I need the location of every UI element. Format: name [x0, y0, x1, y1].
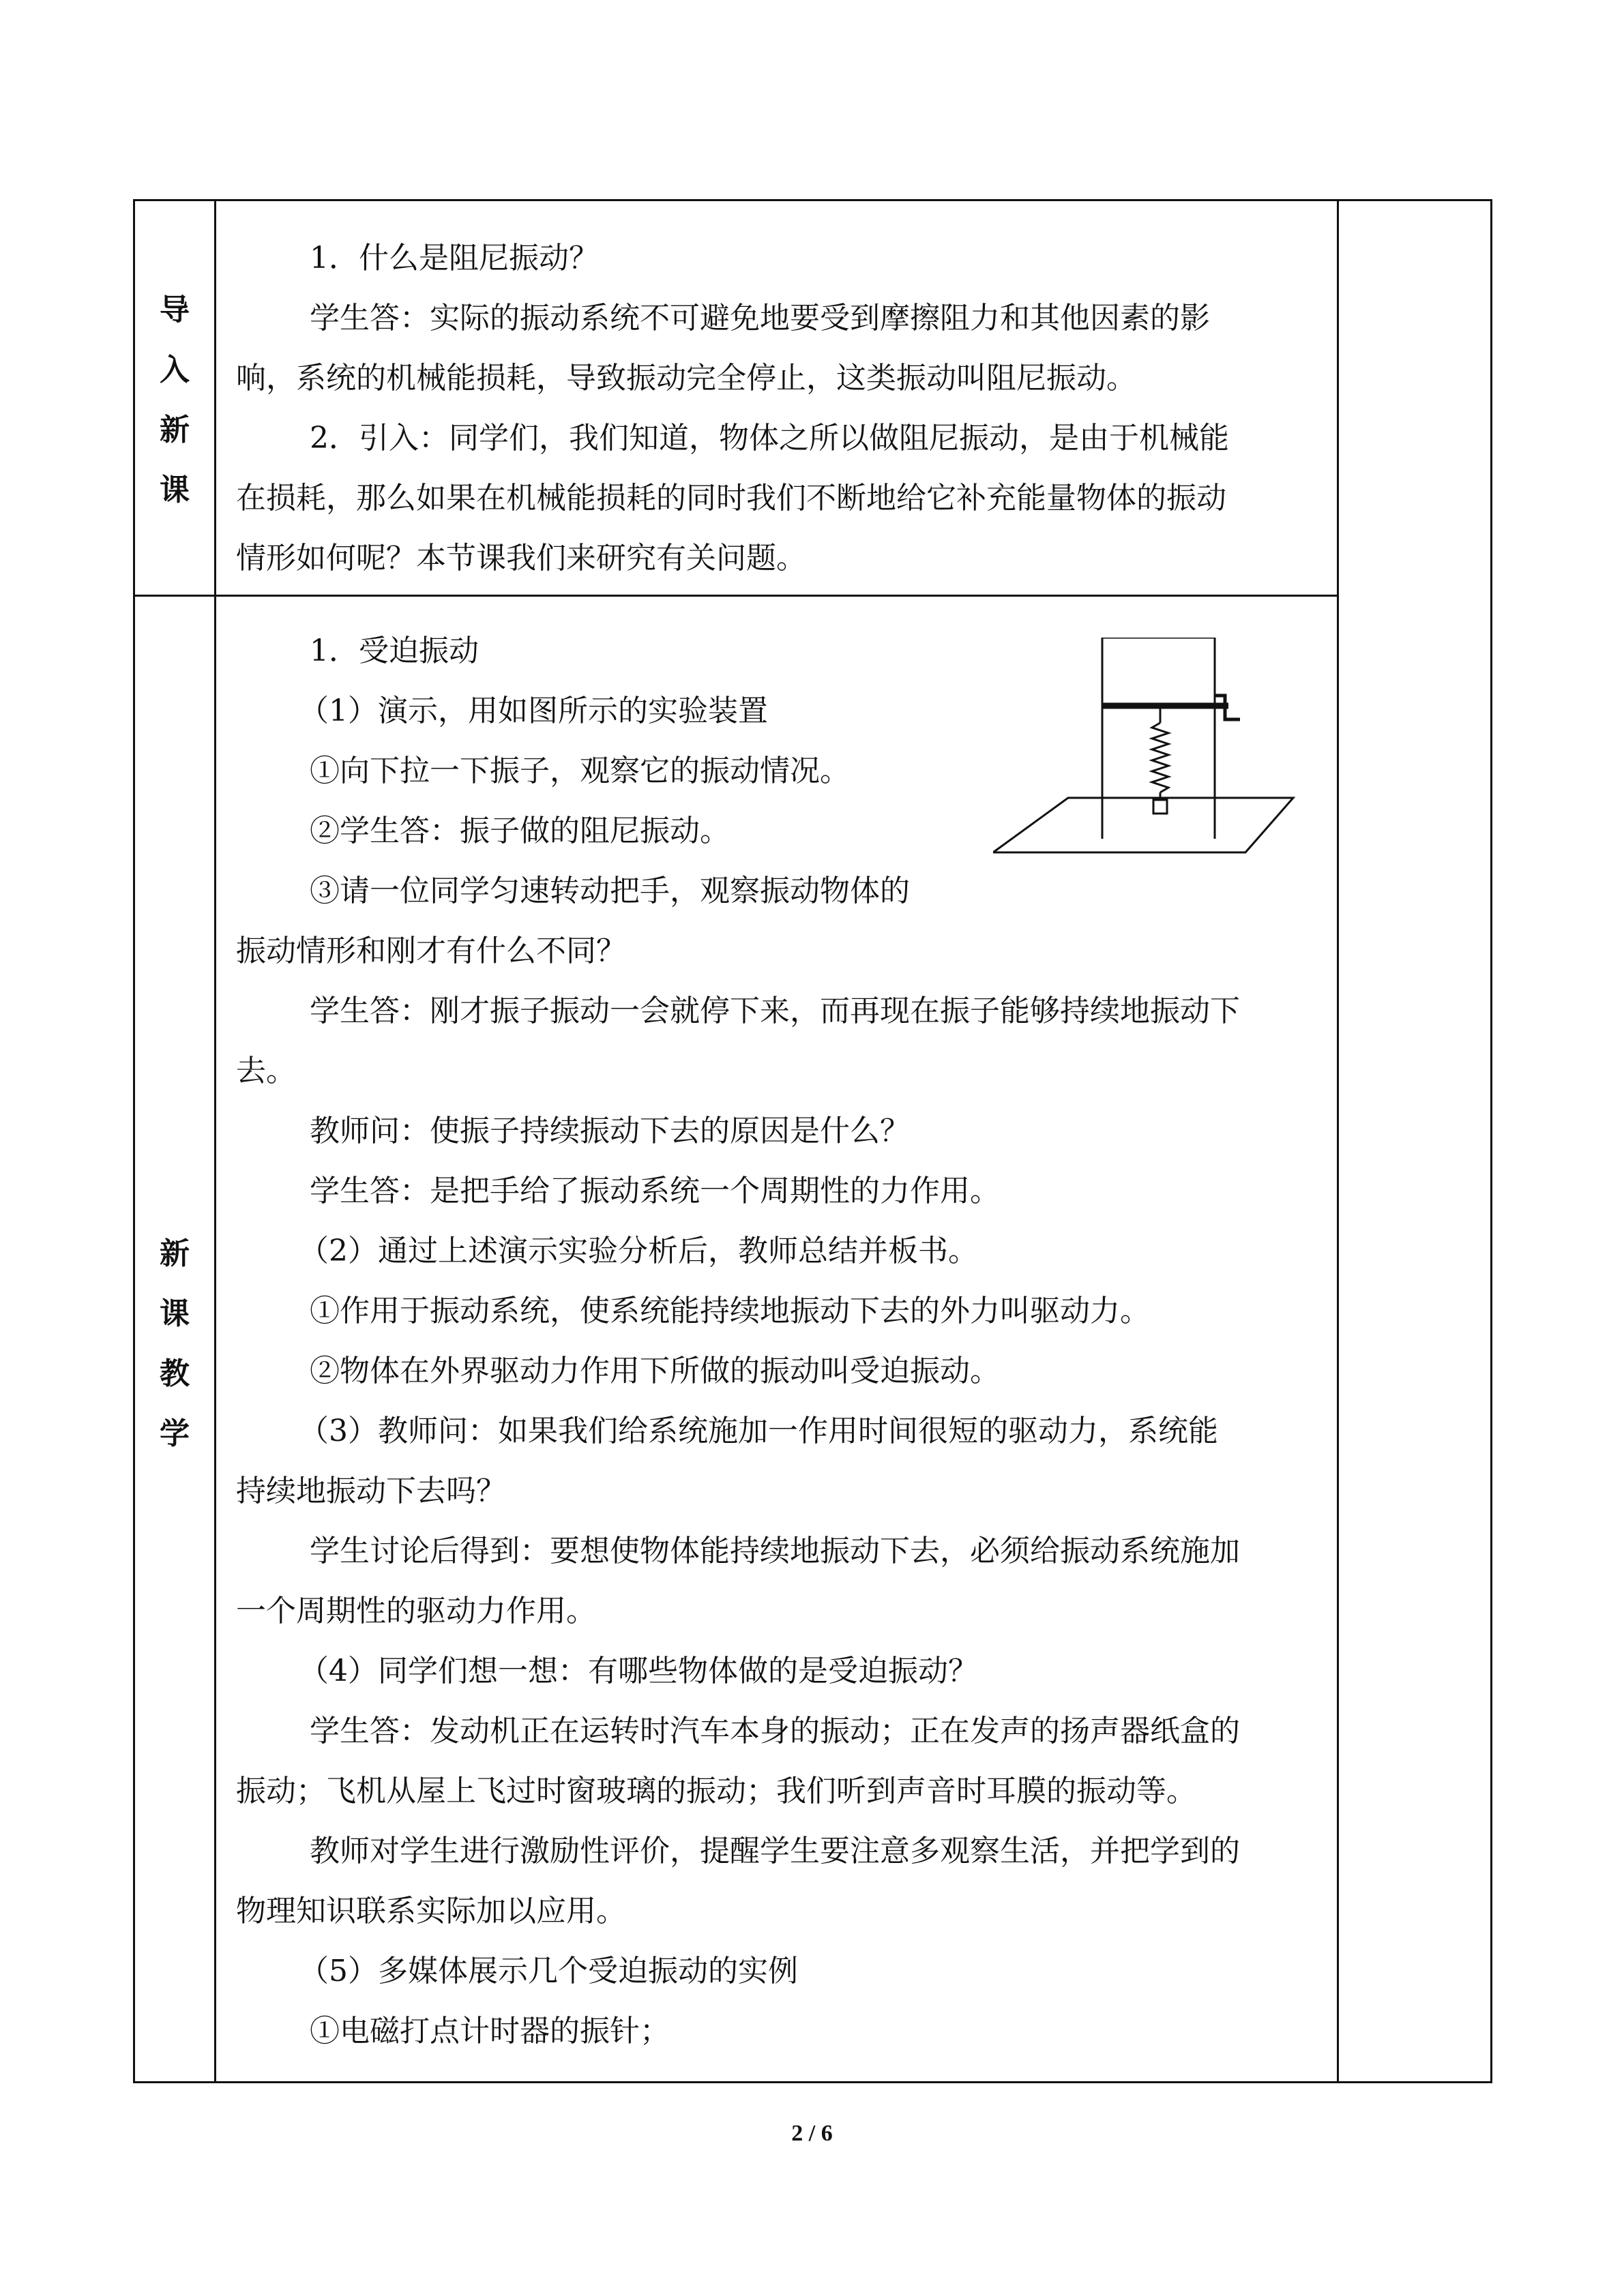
- paragraph: （2）通过上述演示实验分析后，教师总结并板书。: [299, 1234, 978, 1268]
- paragraph: ①向下拉一下振子，观察它的振动情况。: [310, 754, 850, 788]
- lesson-table: [133, 199, 1492, 2083]
- section-label-new-lesson: 新 课 教 学: [160, 1236, 190, 1451]
- paragraph: 情形如何呢？本节课我们来研究有关问题。: [236, 541, 806, 576]
- paragraph: ①电磁打点计时器的振针；: [310, 2014, 670, 2048]
- paragraph: 教师对学生进行激励性评价，提醒学生要注意多观察生活，并把学到的: [310, 1834, 1240, 1868]
- row-divider: [135, 595, 1339, 597]
- paragraph: 1．受迫振动: [310, 633, 479, 668]
- paragraph: 学生答：实际的振动系统不可避免地要受到摩擦阻力和其他因素的影: [310, 301, 1210, 336]
- paragraph: 持续地振动下去吗？: [236, 1474, 506, 1508]
- column-divider-label: [214, 201, 216, 2081]
- paragraph: ①作用于振动系统，使系统能持续地振动下去的外力叫驱动力。: [310, 1294, 1150, 1328]
- paragraph: （5）多媒体展示几个受迫振动的实例: [299, 1954, 798, 1988]
- paragraph: ②物体在外界驱动力作用下所做的振动叫受迫振动。: [310, 1354, 1000, 1388]
- section-content-intro: [236, 228, 1229, 588]
- base-platform: [993, 798, 1293, 852]
- paragraph: 教师问：使振子持续振动下去的原因是什么？: [310, 1114, 910, 1148]
- paragraph: （4）同学们想一想：有哪些物体做的是受迫振动？: [299, 1654, 978, 1688]
- paragraph: 学生答：刚才振子振动一会就停下来，而再现在振子能够持续地振动下: [310, 994, 1240, 1028]
- paragraph: 一个周期性的驱动力作用。: [236, 1594, 596, 1628]
- paragraph: 在损耗，那么如果在机械能损耗的同时我们不断地给它补充能量物体的振动: [236, 481, 1226, 516]
- paragraph: 学生讨论后得到：要想使物体能持续地振动下去，必须给振动系统施加: [310, 1534, 1240, 1568]
- paragraph: 振动；飞机从屋上飞过时窗玻璃的振动；我们听到声音时耳膜的振动等。: [236, 1774, 1196, 1808]
- spring: [1152, 723, 1168, 792]
- paragraph: 去。: [236, 1054, 296, 1088]
- forced-vibration-apparatus-figure: [993, 638, 1307, 869]
- paragraph: （3）教师问：如果我们给系统施加一作用时间很短的驱动力，系统能: [299, 1414, 1218, 1448]
- paragraph: （1）演示，用如图所示的实验装置: [299, 694, 768, 728]
- paragraph: 响，系统的机械能损耗，导致振动完全停止，这类振动叫阻尼振动。: [236, 361, 1136, 396]
- paragraph: 学生答：是把手给了振动系统一个周期性的力作用。: [310, 1174, 1000, 1208]
- column-divider-notes: [1337, 201, 1339, 2081]
- paragraph: ②学生答：振子做的阻尼振动。: [310, 814, 730, 848]
- paragraph: 1．什么是阻尼振动？: [310, 241, 599, 275]
- paragraph: 振动情形和刚才有什么不同？: [236, 934, 626, 968]
- oscillator-block: [1153, 800, 1167, 814]
- page-number: 2 / 6: [791, 2121, 833, 2146]
- paragraph: 2．引入：同学们，我们知道，物体之所以做阻尼振动，是由于机械能: [310, 421, 1229, 456]
- section-label-intro: 导 入 新 课: [160, 293, 190, 507]
- paragraph: ③请一位同学匀速转动把手，观察振动物体的: [310, 874, 910, 908]
- paragraph: 学生答：发动机正在运转时汽车本身的振动；正在发声的扬声器纸盒的: [310, 1714, 1240, 1748]
- paragraph: 物理知识联系实际加以应用。: [236, 1894, 626, 1928]
